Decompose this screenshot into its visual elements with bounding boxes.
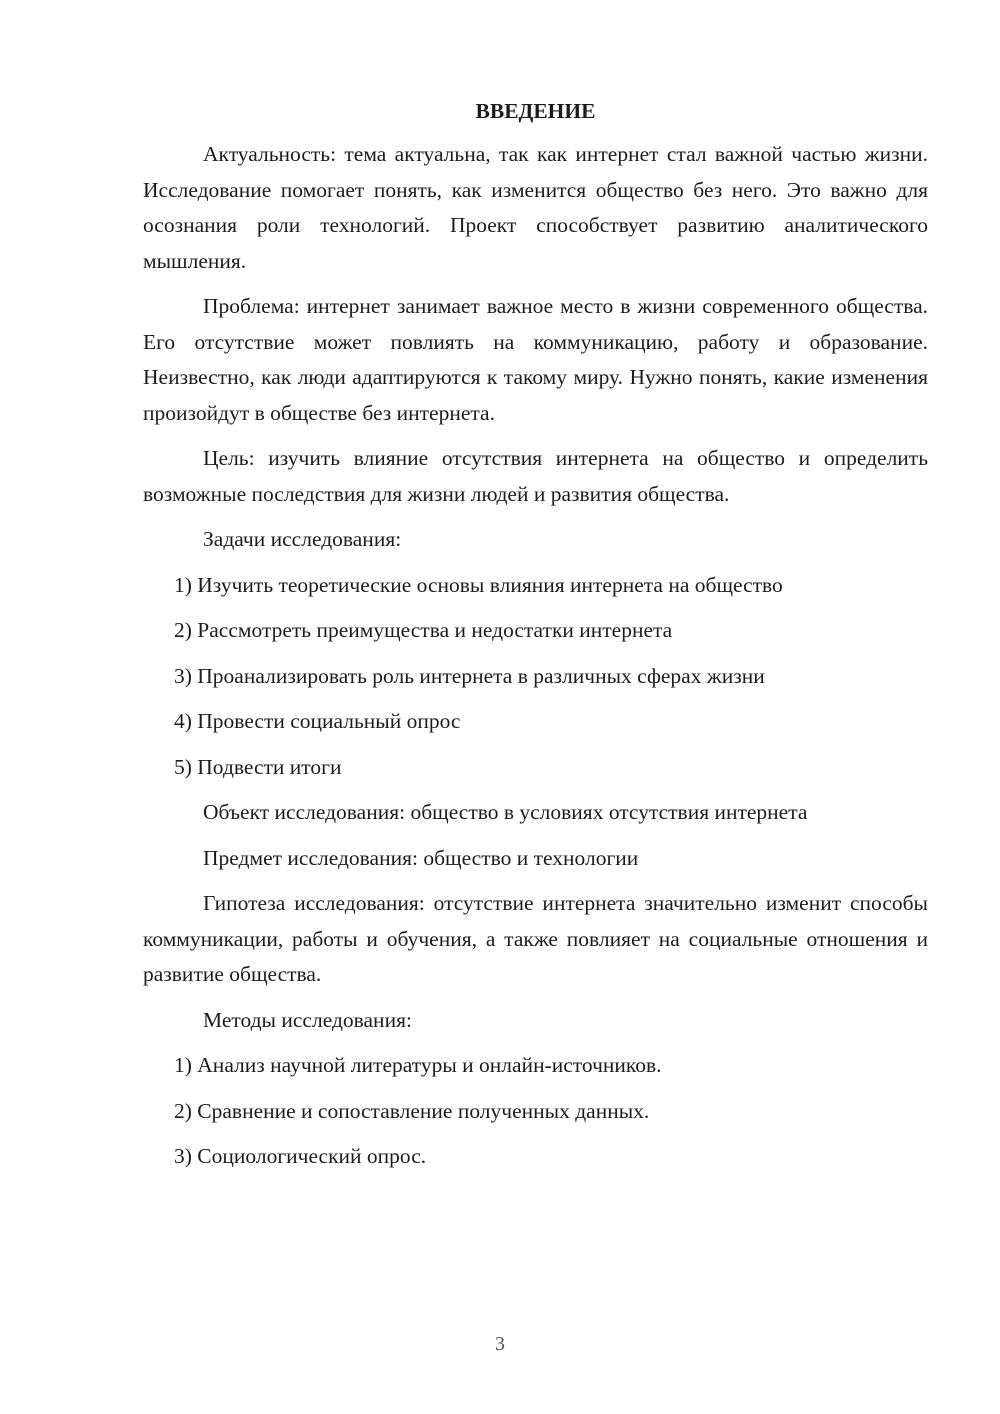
goal-paragraph: Цель: изучить влияние отсутствия интернета на общество и определить возможные последствия для жизни людей и развития общества. [143,446,928,506]
task-item-5: 5) Подвести итоги [174,754,342,779]
hypothesis-paragraph: Гипотеза исследования: отсутствие интернета значительно изменит способы коммуникации, работы и обучения, а также повлияет на социальные отношения и развитие общества. [143,891,928,986]
task-item-3: 3) Проанализировать роль интернета в различных сферах жизни [174,663,765,688]
problem-paragraph: Проблема: интернет занимает важное место в жизни современного общества. Его отсутствие может повлиять на коммуникацию, работу и образование. Неизвестно, как люди адаптируются к такому миру. Нужно понять, какие изменения произойдут в обществе без интернета. [143,294,928,425]
section-title: ВВЕДЕНИЕ [475,99,596,123]
method-item-3: 3) Социологический опрос. [174,1144,427,1168]
task-item-2: 2) Рассмотреть преимущества и недостатки интернета [174,618,673,642]
methods-heading: Методы исследования: [203,1007,412,1032]
document-page [143,95,928,1185]
research-object: Объект исследования: общество в условиях отсутствия интернета [203,800,808,824]
tasks-heading: Задачи исследования: [203,527,402,551]
task-item-1: 1) Изучить теоретические основы влияния интернета на общество [174,572,783,597]
method-item-1: 1) Анализ научной литературы и онлайн-источников. [174,1053,662,1077]
page-number: 3 [495,1333,505,1355]
method-item-2: 2) Сравнение и сопоставление полученных данных. [174,1098,650,1123]
relevance-paragraph: Актуальность: тема актуальна, так как интернет стал важной частью жизни. Исследование помогает понять, как изменится общество без него. Это важно для осознания роли технологий. Проект способствует развитию аналитического мышления. [143,142,928,273]
research-subject: Предмет исследования: общество и технологии [203,845,639,870]
task-item-4: 4) Провести социальный опрос [174,709,461,733]
